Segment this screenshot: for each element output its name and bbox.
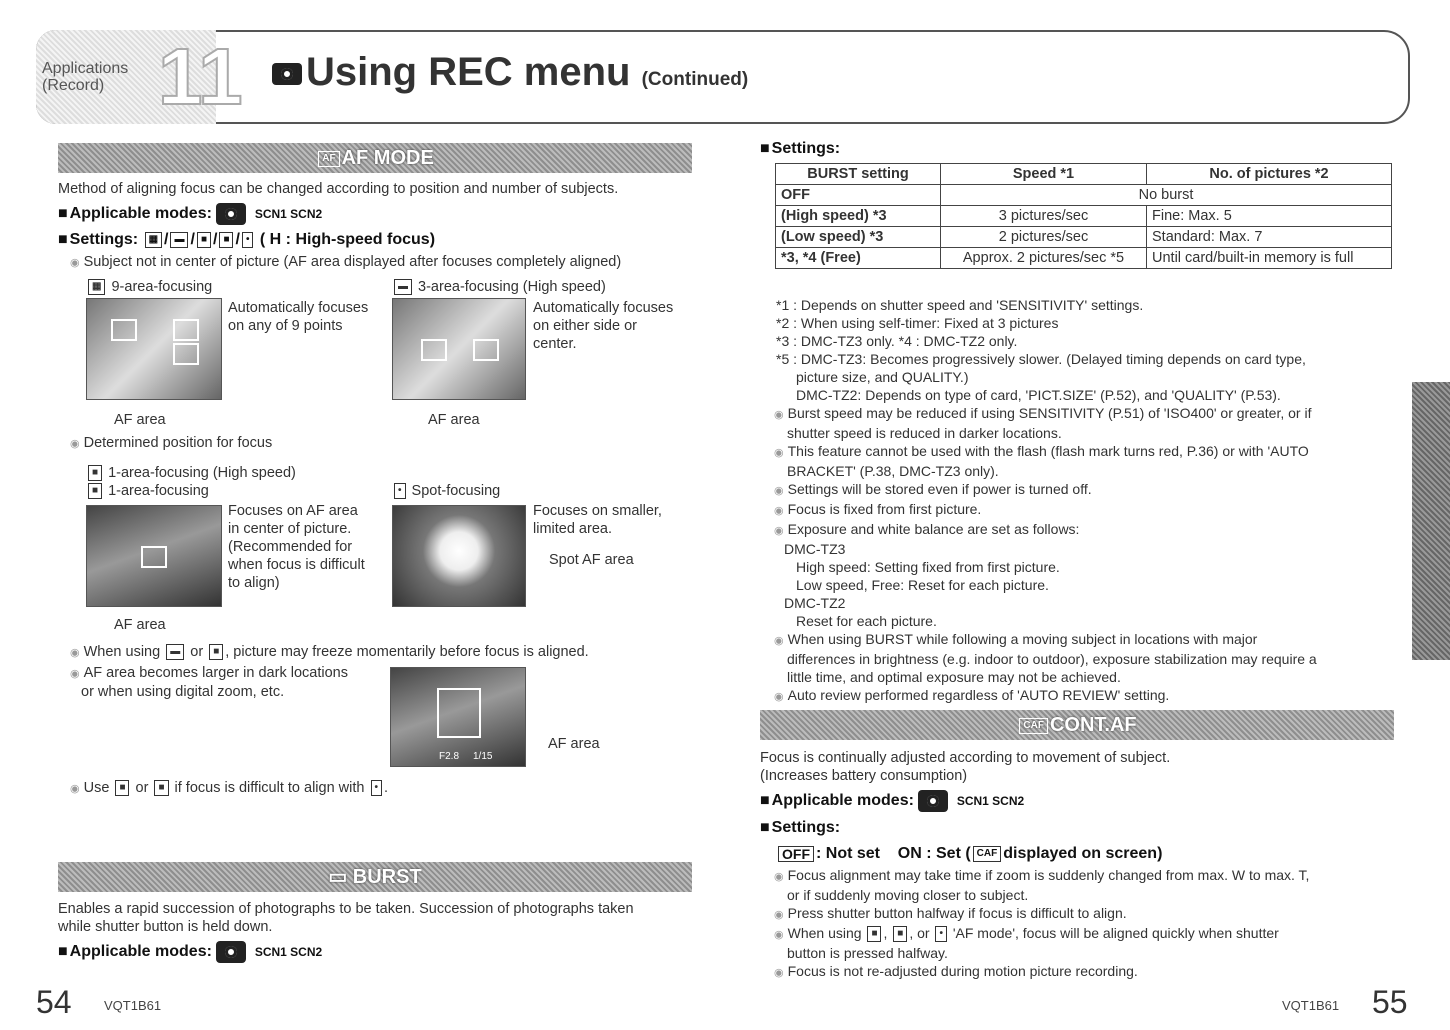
burst-intro: Enables a rapid succession of photographs to be taken. Succession of photographs taken while shutter button is held down. <box>58 901 634 935</box>
af-settings: ■ Settings: ▦ / ▬ / ■ / ■ / • ( H : High-speed focus) <box>58 231 435 249</box>
af-intro: Method of aligning focus can be changed according to position and number of subjects. <box>58 181 619 197</box>
af-note-dark: ◉ AF area becomes larger in dark locations or when using digital zoom, etc. <box>70 664 348 701</box>
camera-icon <box>272 63 302 85</box>
three-area-photo <box>392 298 526 400</box>
nine-area-label: ▦ 9-area-focusing <box>86 278 212 296</box>
af-area-label-4: AF area <box>548 736 600 752</box>
camera-icon <box>918 790 948 812</box>
one-area-desc: Focuses on AF area in center of picture. (Recommended for when focus is difficult to align) <box>228 503 365 591</box>
spot-area-label: Spot AF area <box>549 552 634 568</box>
cont-af-applicable: ■ Applicable modes: SCN1 SCN2 <box>760 790 1024 812</box>
af-note-subject: ◉ Subject not in center of picture (AF area displayed after focuses completely aligned) <box>70 253 621 272</box>
camera-icon <box>216 941 246 963</box>
nine-area-photo <box>86 298 222 400</box>
page-number-right: 55 <box>1372 984 1408 1020</box>
af-area-label-1: AF area <box>114 412 166 428</box>
af-note-use: ◉ Use ■ or ■ if focus is difficult to align with • . <box>70 779 388 798</box>
af-area-label-2: AF area <box>428 412 480 428</box>
page-number-left: 54 <box>36 984 72 1020</box>
one-area-photo <box>86 505 222 607</box>
three-area-desc: Automatically focuses on either side or center. <box>533 300 674 352</box>
section-label: Applications (Record) <box>42 60 129 94</box>
af-mode-bar: AF AF MODE <box>58 143 692 173</box>
burst-settings-label: ■ Settings: <box>760 140 840 158</box>
cont-af-bar: CAF CONT.AF <box>760 710 1394 740</box>
camera-icon <box>216 203 246 225</box>
table-row: OFF No burst <box>776 185 1392 206</box>
one-area-hs-label: ■ 1-area-focusing (High speed) <box>86 464 296 482</box>
nine-area-desc: Automatically focuses on any of 9 points <box>228 300 369 334</box>
cont-af-intro: Focus is continually adjusted according to movement of subject. (Increases battery consumption) <box>760 750 1171 784</box>
code-left: VQT1B61 <box>104 998 162 1013</box>
cont-af-settings: OFF : Not set ON : Set ( CAF displayed on screen) <box>776 845 1162 863</box>
burst-table <box>775 163 1392 269</box>
table-row: *3, *4 (Free) Approx. 2 pictures/sec *5 Until card/built-in memory is full <box>776 248 1392 269</box>
af-area-label-3: AF area <box>114 617 166 633</box>
spot-label: • Spot-focusing <box>392 482 500 500</box>
th-pictures: No. of pictures *2 <box>1147 164 1392 185</box>
burst-icon: ▭ <box>328 866 353 888</box>
page-title: Using REC menu (Continued) <box>272 50 748 95</box>
spot-desc: Focuses on smaller, limited area. <box>533 503 662 537</box>
table-row: (Low speed) *3 2 pictures/sec Standard: Max. 7 <box>776 227 1392 248</box>
table-row: (High speed) *3 3 pictures/sec Fine: Max. 5 <box>776 206 1392 227</box>
burst-bar: ▭ BURST <box>58 862 692 892</box>
footnotes: *1 : Depends on shutter speed and 'SENSITIVITY' settings. *2 : When using self-timer: Fixed at 3 pictures *3 : DMC-TZ3 only. *4 : DMC-TZ2 only. *5 : DMC-TZ3: Becomes progressively slower. (Delayed timing depends on card type, picture size, and QUALITY.) DMC-TZ2: Depends on type of card, 'PICT.SIZE' (P.52), and 'QUALITY' (P.53). <box>776 297 1306 403</box>
th-setting: BURST setting <box>776 164 941 185</box>
th-speed: Speed *1 <box>941 164 1147 185</box>
af-applicable: ■ Applicable modes: SCN1 SCN2 <box>58 203 322 225</box>
chapter-number: 11 <box>158 32 243 121</box>
lcd-photo: F2.8 1/15 <box>390 667 526 767</box>
code-right: VQT1B61 <box>1282 998 1340 1013</box>
cont-af-notes: ◉ Focus alignment may take time if zoom is suddenly changed from max. W to max. T, or if suddenly moving closer to subject. ◉ Press shutter button halfway if focus is difficult to align. ◉ When using ■ , ■ , or • 'AF mode', focus will be aligned quickly when shutter button is pressed halfway. ◉ Focus is not re-adjusted during motion picture recording. <box>774 866 1309 982</box>
one-area-label: ■ 1-area-focusing <box>86 482 209 500</box>
af-note-determined: ◉ Determined position for focus <box>70 434 272 453</box>
spot-photo <box>392 505 526 607</box>
af-note-freeze: ◉ When using ▬ or ■ , picture may freeze momentarily before focus is aligned. <box>70 643 589 662</box>
three-area-label: ▬ 3-area-focusing (High speed) <box>392 278 606 296</box>
cont-af-settings-label: ■ Settings: <box>760 819 840 837</box>
burst-notes: ◉ Burst speed may be reduced if using SENSITIVITY (P.51) of 'ISO400' or greater, or if shutter speed is reduced in darker locations. ◉ This feature cannot be used with the flash (flash mark turns red, P.36) or with 'AUTO BRACKET' (P.38, DMC-TZ3 only). ◉ Settings will be stored even if power is turned off. ◉ Focus is fixed from first picture. ◉ Exposure and white balance are set as follows: DMC-TZ3 High speed: Setting fixed from first picture. Low speed, Free: Reset for each picture. DMC-TZ2 Reset for each picture. ◉ When using BURST while following a moving subject in locations with major differences in brightness (e.g. indoor to outdoor), exposure stabilization may require a little time, and optimal exposure may not be achieved. ◉ Auto review performed regardless of 'AUTO REVIEW' setting. <box>774 404 1317 706</box>
af-icon: AF <box>318 151 339 167</box>
side-tab <box>1412 382 1450 660</box>
caf-icon: CAF <box>1019 718 1048 734</box>
burst-applicable: ■ Applicable modes: SCN1 SCN2 <box>58 941 322 963</box>
